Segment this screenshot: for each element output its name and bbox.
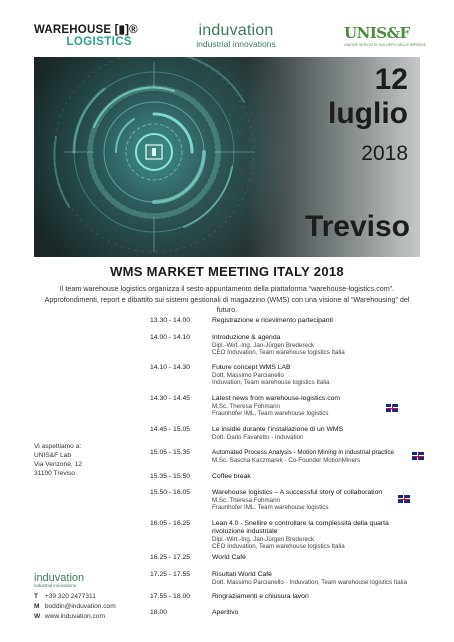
agenda-speaker: M.Sc. Theresa Fohmann [212,403,280,410]
venue-name: UNIS&F Lab [34,452,72,459]
agenda-time: 15.50 - 16.05 [150,489,191,496]
agenda-speaker: Dipl.-Wirt.-Ing. Jan-Jürgen Bredereck [212,536,315,543]
agenda-time: 15.05 - 15.35 [150,449,191,456]
footer-logo-tagline: industrial innovations [34,583,77,588]
agenda-speaker: Dipl.-Wirt.-Ing. Jan-Jürgen Bredereck [212,342,315,349]
agenda-time: 18.00 [150,609,168,616]
web-key: W [34,613,41,620]
agenda-speaker: Dott. Massimo Parcianello - Induvation, Team warehouse logistics Italia [212,579,407,586]
event-title: WMS MARKET MEETING ITALY 2018 [110,264,344,279]
agenda-title: Warehouse logistics – A successful story of collaboration [212,489,383,496]
unisf-tagline: UNIONE SERVIZI DI SVILUPPO DELLE IMPRESE [344,43,427,47]
venue-street: Via Venzone, 12 [34,461,82,468]
event-intro: Il team warehouse logistics organizza il sesto appuntamento della piattaforma “warehouse-logistics.com”. Approfondimenti, report e dibattito sui sistemi gestionali di magazzino (WMS) con una visione al “Warehousing” del futuro. [44,284,410,314]
agenda-time: 15.35 - 15.50 [150,473,191,480]
agenda-time: 17.25 - 17.55 [150,571,191,578]
event-day: 12 [374,63,408,96]
phone-key: T [34,593,39,600]
agenda-affiliation: CEO Induvation, Team warehouse logistics Italia [212,543,345,551]
agenda-time: 17.55 - 18.00 [150,593,191,600]
unisf-logo-text: UNIS&F [344,24,410,42]
agenda-time: 14.30 - 14.45 [150,395,191,402]
agenda-time: 14.00 - 14.10 [150,334,191,341]
agenda-title: Le insidie durante l’installazione di un WMS [212,426,344,433]
agenda-title: Lean 4.0 - Snellire e controllare la complessità della quarta rivoluzione industriale [212,520,389,535]
agenda-time: 14.45 - 15.05 [150,426,191,433]
mail-key: M [34,603,40,610]
agenda-affiliation: Fraunhofer IML, Team warehouse logistics [212,504,329,512]
agenda-title: Latest news from warehouse-logistics.com [212,395,341,402]
hero-banner [34,57,420,257]
agenda-time: 13.30 - 14.00 [150,317,191,324]
phone-value[interactable]: +39 320 2477311 [44,593,96,600]
contact-phone [34,592,116,602]
logistics-logo-text: LOGISTICS [66,36,132,48]
induvation-logo-text: induvation [198,22,274,39]
agenda-time: 16.25 - 17.25 [150,554,191,561]
contact-email [34,602,116,612]
uk-flag-icon [398,495,410,503]
agenda-title: World Café [212,554,246,561]
unisf-logo [344,24,427,47]
contact-info [34,592,116,622]
agenda-title: Risultati World Café [212,571,272,578]
event-year: 2018 [361,142,408,165]
venue-city: 31100 Treviso [34,470,75,477]
email-value[interactable]: boddin@induvation.com [44,603,116,610]
agenda-affiliation: Fraunhofer IML, Team warehouse logistics [212,410,329,418]
footer-logo-text: induvation [34,572,85,584]
event-month: luglio [328,97,408,130]
agenda-time: 14.10 - 14.30 [150,364,191,371]
agenda-title: Coffee break [212,473,251,480]
venue-address [34,442,82,478]
induvation-logo [186,22,286,49]
uk-flag-icon [386,404,398,412]
web-value[interactable]: www.induvation.com [44,613,105,620]
footer-induvation-logo [34,572,114,588]
contact-web [34,612,116,622]
agenda-speaker: M.Sc. Theresa Fohmann [212,497,280,504]
agenda-speaker: Dott. Dario Favaretto - Induvation [212,434,304,441]
agenda-affiliation: CEO Induvation, Team warehouse logistics Italia [212,349,345,357]
event-city: Treviso [304,210,410,243]
agenda-title: Introduzione & agenda [212,334,281,341]
warehouse-logo-text: WAREHOUSE [▮]® [34,24,138,36]
agenda-time: 16.05 - 16.25 [150,520,191,527]
uk-flag-icon [412,452,424,460]
agenda-title: Ringraziamenti e chiusura lavori [212,593,309,600]
induvation-tagline: industrial innovations [196,39,276,49]
agenda-title: Automated Process Analysis - Motion Mining in industrial practice [212,449,394,456]
agenda-affiliation: Induvation, Team warehouse logistics Italia [212,379,330,387]
venue-intro: Vi aspettiamo a: [34,443,82,450]
agenda-title: Registrazione e ricevimento partecipanti [212,317,333,324]
agenda-title: Aperitivo [212,609,239,616]
agenda-speaker: M.Sc. Sascha Kaczmarek - Co-Founder MotionMiners [212,457,361,464]
agenda-title: Future concept WMS LAB [212,364,291,371]
agenda-speaker: Dott. Massimo Parcianello [212,372,284,379]
warehouse-logistics-logo [34,22,142,48]
